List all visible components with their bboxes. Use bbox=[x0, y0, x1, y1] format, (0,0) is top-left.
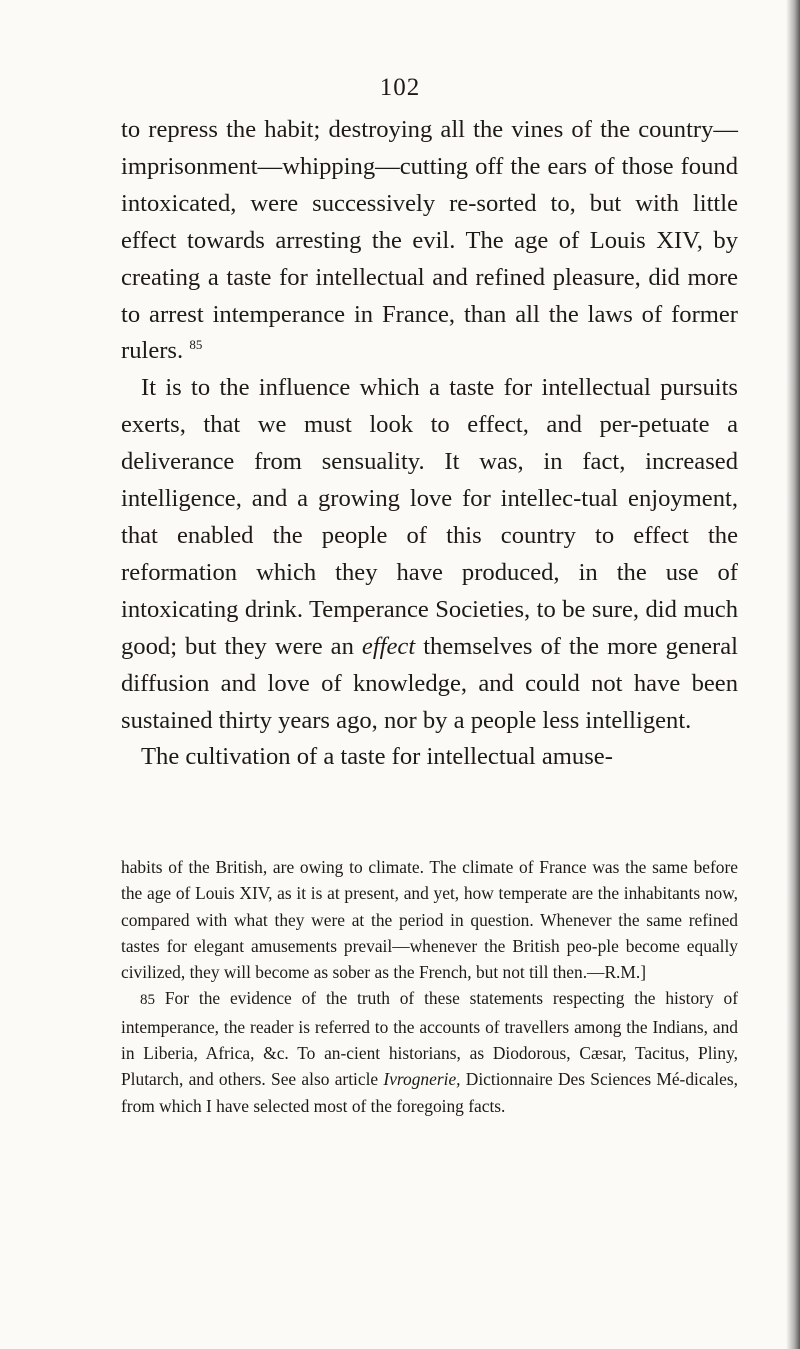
paragraph-1 bbox=[121, 112, 738, 370]
paragraph-2-text-b: themselves of the more general diffusion and love of knowledge, and could not have been sustained thirty years ago, nor by a people less intelligent. bbox=[121, 632, 738, 734]
paragraph-2 bbox=[121, 370, 738, 739]
footnote-85-text-a: For the evidence of the truth of these statements respecting the history of intemperance, the reader is referred to the accounts of travellers among the Indians, and in Liberia, Africa, &c. To an-cient historians, as Diodorous, Cæsar, Tacitus, Pliny, Plutarch, and others. See also article bbox=[121, 988, 738, 1090]
footnote-85-emphasis: Ivrognerie, bbox=[383, 1069, 461, 1090]
page-number: 102 bbox=[379, 74, 421, 101]
footnotes bbox=[121, 854, 738, 1119]
page-edge-shadow bbox=[786, 0, 800, 1349]
main-text bbox=[121, 112, 738, 776]
paragraph-1-text: to repress the habit; destroying all the vines of the country—imprisonment—whipping—cutting off the ears of those found intoxicated, were successively re-sorted to, but with little effect towards arresting the evil. The age of Louis XIV, by creating a taste for intellectual and refined pleasure, did more to arrest intemperance in France, than all the laws of former rulers. bbox=[121, 116, 738, 365]
footnote-continuation: habits of the British, are owing to climate. The climate of France was the same before the age of Louis XIV, as it is at present, and yet, how temperate are the inhabitants now, compared with what they were at the period in question. Whenever the same refined tastes for elegant amusements prevail—whenever the British peo-ple become equally civilized, they will become as sober as the French, but not till then.—R.M.] bbox=[121, 857, 738, 983]
footnote-85 bbox=[121, 985, 738, 1118]
paragraph-3: The cultivation of a taste for intellectual amuse- bbox=[141, 743, 613, 771]
emphasis-effect: effect bbox=[361, 632, 416, 660]
footnote-85-number: 85 bbox=[140, 992, 155, 1009]
paragraph-2-text-a: It is to the influence which a taste for intellectual pursuits exerts, that we must look to effect, and per-petuate a deliverance from sensuality. It was, in fact, increased intelligence, and a growing love for intellec-tual enjoyment, that enabled the people of this country to effect the reformation which they have produced, in the use of intoxicating drink. Temperance Societies, to be sure, did much good; but they were an bbox=[121, 374, 738, 660]
footnote-85-text-b: Dictionnaire Des Sciences Mé-dicales, from which I have selected most of the foregoing facts. bbox=[121, 1069, 738, 1116]
footnote-ref-85[interactable]: 85 bbox=[189, 337, 203, 353]
